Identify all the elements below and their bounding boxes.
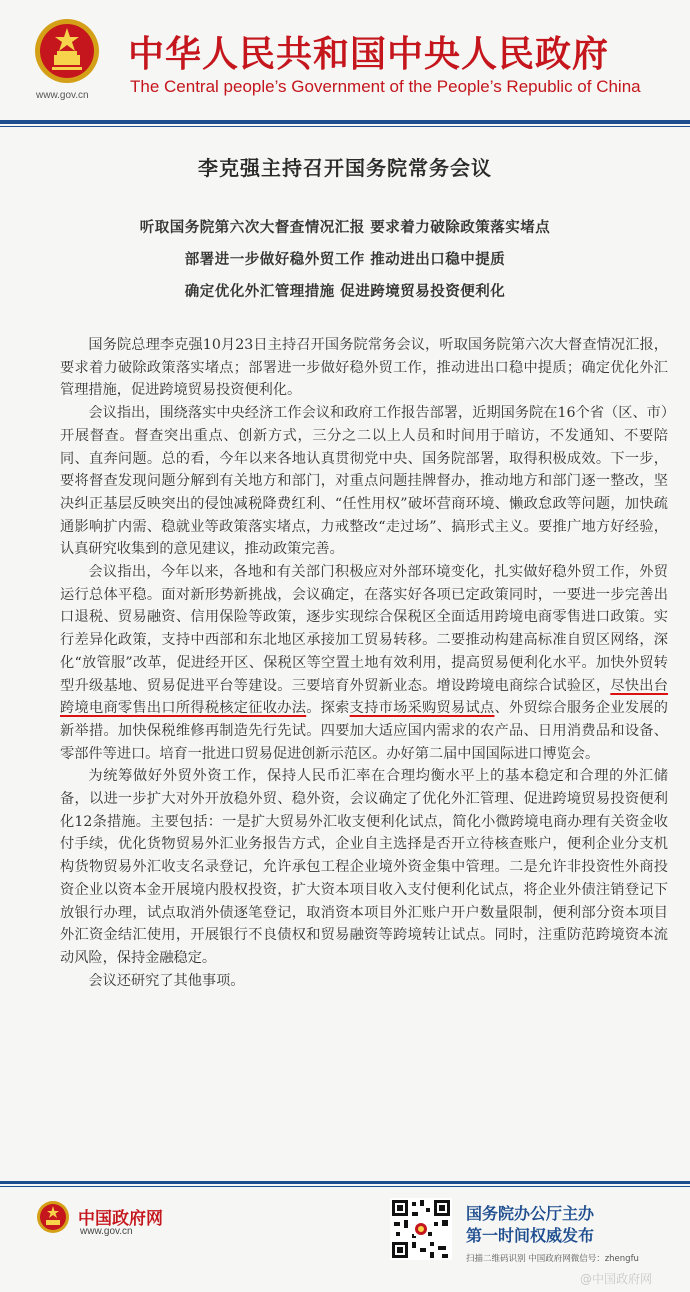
paragraph-text: 、外贸综合服务企业发展的新举措。加快保税维修再制造先行先试。四要加大适应国内需求的农产品、日用消费品和设备、零部件等进口。培育一批进口贸易促进创新示范区。办好第二届中国国际进口博览会。 (60, 700, 668, 762)
footer-slogan: 第一时间权威发布 (466, 1226, 595, 1245)
paragraph-text: 。探索 (306, 700, 350, 717)
paragraph-text: 会议指出，今年以来，各地和有关部门积极应对外部环境变化，扎实做好稳外贸工作，外贸运行总体平稳。面对新形势新挑战，会议确定，在落实好各项已定政策同时，一要进一步完善出口退税、贸易融资、信用保险等政策，逐步实现综合保税区全面适用跨境电商零售进口政策。实行差异化政策，支持中西部和东北地区承接加工贸易转移。二要推动构建高标准自贸区网络，深化“放管服”改革，促进经开区、保税区等空置土地有效利用，提高贸易便利化水平。加快外贸转型升级基地、贸易促进平台等建设。三要培育外贸新业态。增设跨境电商综合试验区， (60, 564, 668, 694)
footer-site-url[interactable]: www.gov.cn (80, 1226, 133, 1237)
footer-scan-text: 扫描二维码识别 中国政府网微信号：zhengfu (466, 1254, 639, 1264)
header-title-en: The Central people’s Government of the People’s Republic of China (130, 77, 641, 96)
footer-site-name: 中国政府网 (78, 1209, 163, 1229)
footer-slogan: 国务院办公厅主办 (466, 1204, 595, 1223)
qr-code-icon (390, 1198, 452, 1260)
header-divider (0, 120, 690, 124)
national-emblem-icon (34, 18, 100, 84)
header-title-cn: 中华人民共和国中央人民政府 (128, 34, 610, 75)
article-subtitle: 部署进一步做好稳外贸工作 推动进出口稳中提质 (184, 252, 506, 268)
article-subtitle: 确定优化外汇管理措施 促进跨境贸易投资便利化 (184, 284, 506, 300)
watermark: @中国政府网 (580, 1272, 653, 1286)
header-divider-thin (0, 126, 690, 127)
paragraph: 国务院总理李克强10月23日主持召开国务院常务会议，听取国务院第六次大督查情况汇报，要求着力破除政策落实堵点；部署进一步做好稳外贸工作，推动进出口稳中提质；确定优化外汇管理措施，促进跨境贸易投资便利化。 (60, 337, 668, 399)
article-body (60, 334, 668, 992)
paragraph: 会议还研究了其他事项。 (88, 972, 245, 989)
page-header (0, 0, 690, 118)
highlighted-text: 尽快出台跨境电商零售出口所得税核定征收办法 (60, 677, 668, 717)
highlighted-text: 支持市场采购贸易试点 (349, 700, 495, 717)
footer-emblem-icon (36, 1200, 70, 1234)
article-title: 李克强主持召开国务院常务会议 (198, 156, 492, 180)
footer-divider (0, 1181, 690, 1184)
header-site-url[interactable]: www.gov.cn (36, 90, 89, 101)
paragraph: 会议指出，围绕落实中央经济工作会议和政府工作报告部署，近期国务院在16个省（区、市）开展督查。督查突出重点、创新方式，三分之二以上人员和时间用于暗访，不发通知、不要陪同、直奔问题。总的看，今年以来各地认真贯彻党中央、国务院部署，取得积极成效。下一步，要将督查发现问题分解到有关地方和部门，对重点问题挂牌督办，推动地方和部门逐一整改，坚决纠正基层反映突出的侵蚀减税降费红利、“任性用权”破坏营商环境、懒政怠政等问题，加快疏通影响扩内需、稳就业等政策落实堵点，力戒整改“走过场”、搞形式主义。要推广地方好经验，认真研究收集到的意见建议，推动政策完善。 (60, 405, 668, 558)
footer-divider-thin (0, 1186, 690, 1187)
paragraph (60, 561, 668, 765)
article-subtitle: 听取国务院第六次大督查情况汇报 要求着力破除政策落实堵点 (139, 220, 551, 236)
paragraph: 为统筹做好外贸外资工作，保持人民币汇率在合理均衡水平上的基本稳定和合理的外汇储备，以进一步扩大对外开放稳外贸、稳外资，会议确定了优化外汇管理、促进跨境贸易投资便利化12条措施。主要包括：一是扩大贸易外汇收支便利化试点，简化小微跨境电商办理有关资金收付手续，优化货物贸易外汇业务报告方式，企业自主选择是否开立待核查账户，便利企业分支机构货物贸易外汇收支名录登记，允许承包工程企业境外资金集中管理。二是允许非投资性外商投资企业以资本金开展境内股权投资，扩大资本项目收入支付便利化试点，将企业外债注销登记下放银行办理，试点取消外债逐笔登记，取消资本项目外汇账户开户数量限制，便利部分资本项目外汇资金结汇使用，开展银行不良债权和贸易融资等跨境转让试点。同时，注重防范跨境资本流动风险，保持金融稳定。 (60, 768, 668, 966)
